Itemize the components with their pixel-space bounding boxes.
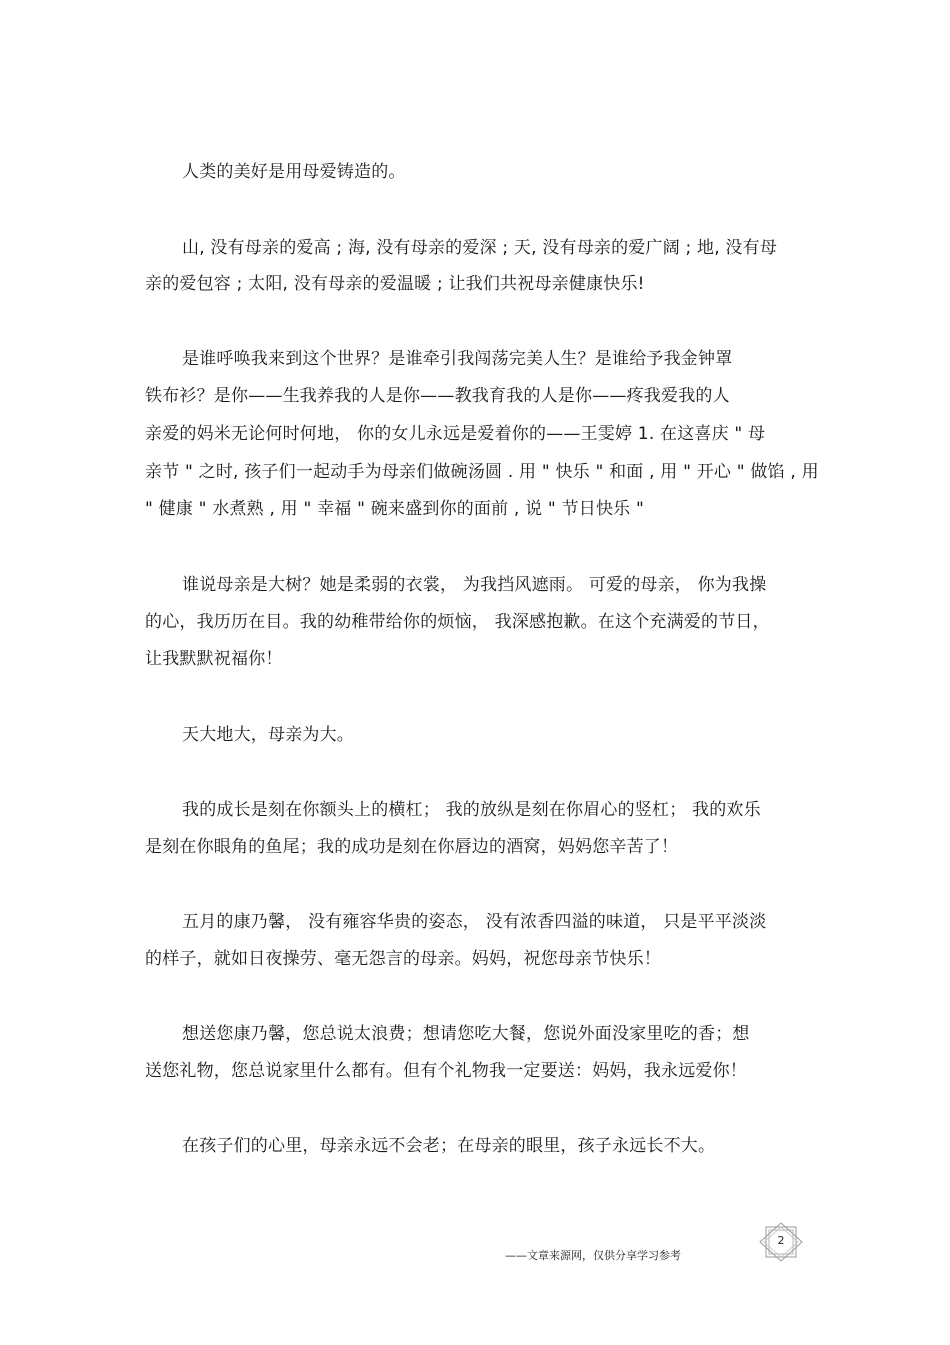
paragraph-line: 想送您康乃馨，您总说太浪费；想请您吃大餐，您说外面没家里吃的香；想 [182, 1024, 750, 1044]
paragraph-line: " 健康 " 水煮熟 , 用 " 幸福 " 碗来盛到你的面前 , 说 " 节日快乐 " [145, 499, 644, 519]
paragraph-line: 亲节 " 之时, 孩子们一起动手为母亲们做碗汤圆 . 用 " 快乐 " 和面 , 用 " 开心 " 做馅 , 用 [145, 462, 819, 482]
paragraph-line: 山, 没有母亲的爱高 ; 海, 没有母亲的爱深 ; 天, 没有母亲的爱广阔 ; 地, 没有母 [182, 238, 778, 258]
paragraph-line: 让我默默祝福你！ [145, 649, 283, 669]
paragraph-line: 五月的康乃馨， 没有雍容华贵的姿态， 没有浓香四溢的味道， 只是平平淡淡 [182, 912, 767, 932]
paragraph-line: 天大地大，母亲为大。 [182, 725, 354, 745]
paragraph-line: 亲爱的妈米无论何时何地， 你的女儿永远是爱着你的——王雯婷 1. 在这喜庆 " 母 [145, 424, 766, 444]
paragraph-line: 亲的爱包容 ; 太阳, 没有母亲的爱温暖 ; 让我们共祝母亲健康快乐! [145, 274, 645, 294]
page-number: 2 [777, 1234, 785, 1247]
paragraph-line: 谁说母亲是大树？她是柔弱的衣裳， 为我挡风遮雨。 可爱的母亲， 你为我操 [182, 575, 767, 595]
paragraph-line: 送您礼物，您总说家里什么都有。但有个礼物我一定要送：妈妈，我永远爱你！ [145, 1061, 747, 1081]
paragraph-line: 的样子，就如日夜操劳、毫无怨言的母亲。妈妈，祝您母亲节快乐！ [145, 949, 661, 969]
paragraph-line: 人类的美好是用母爱铸造的。 [182, 162, 406, 182]
paragraph-line: 在孩子们的心里，母亲永远不会老；在母亲的眼里，孩子永远长不大。 [182, 1136, 716, 1156]
paragraph-line: 铁布衫？是你——生我养我的人是你——教我育我的人是你——疼我爱我的人 [145, 386, 730, 406]
paragraph-line: 的心，我历历在目。我的幼稚带给你的烦恼， 我深感抱歉。在这个充满爱的节日， [145, 612, 770, 632]
paragraph-line: 是刻在你眼角的鱼尾；我的成功是刻在你唇边的酒窝，妈妈您辛苦了！ [145, 837, 679, 857]
page-number-badge [758, 1222, 804, 1262]
paragraph-line: 我的成长是刻在你额头上的横杠； 我的放纵是刻在你眉心的竖杠； 我的欢乐 [182, 800, 761, 820]
paragraph-line: 是谁呼唤我来到这个世界？是谁牵引我闯荡完美人生？是谁给予我金钟罩 [182, 349, 733, 369]
footer-source-note: ——文章来源网，仅供分享学习参考 [505, 1249, 681, 1262]
